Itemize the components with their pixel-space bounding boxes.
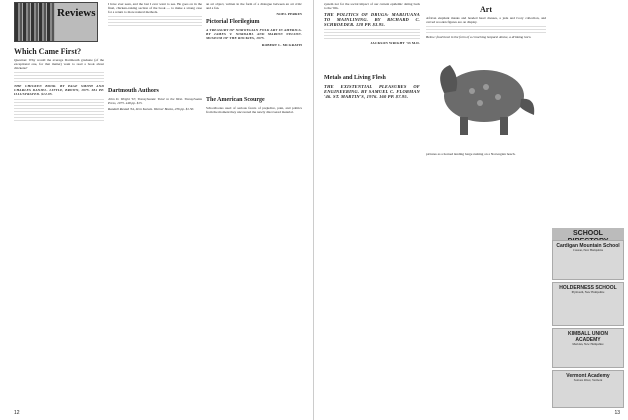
authors-heading: Dartmouth Authors bbox=[108, 88, 159, 95]
school-name: KIMBALL UNION ACADEMY bbox=[568, 331, 608, 343]
signature: NOEL PERRIN bbox=[276, 12, 302, 17]
school-ad bbox=[552, 328, 624, 368]
school-place: Canaan, New Hampshire bbox=[572, 248, 604, 252]
left-column-2 bbox=[108, 2, 202, 114]
signature: JACKSON WRIGHT '33 M.D. bbox=[370, 41, 420, 46]
school-name: Vermont Academy bbox=[566, 373, 610, 379]
review-heading: The American Scourge bbox=[206, 96, 265, 103]
school-ad bbox=[552, 370, 624, 408]
school-ad bbox=[552, 282, 624, 326]
review-body: I have ever seen, and the last I ever want to see. He goes on in the final, chicken-raising section of the book — to make a strong case for a return to more natural methods. bbox=[108, 2, 202, 15]
art-caption: Below: food bowl in the form of a crouching leopard. Above, a drinking horn. bbox=[426, 35, 532, 40]
book-title: THE POLITICS OF DRUGS: MARIJUANA TO MAINLINING. BY RICHARD C. SCHROEDER. 128 PP. $3.95. bbox=[324, 12, 420, 28]
left-column-1 bbox=[14, 44, 104, 123]
bookshelf-image bbox=[15, 3, 55, 41]
book-title: A TREASURY OF NORWEGIAN FOLK ART IN AMERICA. BY JAMES V. NORDAHL AND MARION NELSON. MUSEUM OF THE ROCKIES, 1975. bbox=[206, 28, 302, 41]
school-name: HOLDERNESS SCHOOL bbox=[559, 285, 617, 291]
author-item: John D. Wright '67, Transylvania: Tutor to the West. Transylvania Press, 1975. 448 pp. $15. bbox=[108, 97, 202, 106]
review-body: system not for the social impact of our current epidemic dating back to the '60s. bbox=[324, 2, 420, 11]
right-column-1 bbox=[324, 2, 420, 101]
school-name: Cardigan Mountain School bbox=[556, 243, 620, 249]
school-place: Saxtons River, Vermont bbox=[573, 378, 603, 382]
review-heading: Which Came First? bbox=[14, 47, 82, 56]
review-body: Schoolbooks used of serious facets of prejudice, pain, and politics from the moment they uncovered the newly discovered material. bbox=[206, 105, 302, 114]
page-number: 12 bbox=[14, 410, 20, 416]
art-text: African elephant masks and beaded head dresses, a jade and ivory collection, and carved wooden figures are on display. bbox=[426, 16, 546, 25]
signature: ROBERT L. MCGRATH bbox=[261, 42, 302, 47]
review-intro: Question: Why would the average Dartmouth graduate (of the exceptional one, for that matter) want to read a book about chickens? bbox=[14, 58, 104, 71]
right-page bbox=[314, 0, 628, 420]
author-item: Randall Rustad '64, Zero Karats. Warner Books, 236 pp. $1.50. bbox=[108, 107, 195, 112]
school-place: Plymouth, New Hampshire bbox=[571, 290, 605, 294]
leopard-bowl-image bbox=[426, 41, 544, 151]
reviews-banner bbox=[14, 2, 98, 42]
left-column-3 bbox=[206, 2, 302, 116]
art-text: pictures as a horned landing barge rushing on a Norwegian beach. bbox=[426, 152, 516, 157]
school-directory-title: SCHOOL bbox=[552, 228, 624, 248]
section-title: Reviews bbox=[57, 7, 96, 19]
page-number: 13 bbox=[614, 410, 620, 416]
review-heading: Pictorial Florilegium bbox=[206, 19, 260, 26]
school-place: Meriden, New Hampshire bbox=[572, 342, 604, 346]
right-column-2 bbox=[426, 2, 546, 158]
book-title: THE EXISTENTIAL PLEASURES OF ENGINEERING. BY SAMUEL C. FLORMAN '46. ST. MARTIN'S, 1976. 160 PP. $7.95. bbox=[324, 84, 420, 100]
book-title: THE CHICKEN BOOK. BY PAGE SMITH AND CHARLES DANIEL. LITTLE, BROWN, 1975. 384 PP. ILLUSTRATED. $12.95. bbox=[14, 84, 104, 97]
school-ad bbox=[552, 240, 624, 280]
review-body: an art object, written in the form of a dialogue between an art critic and a fan. bbox=[206, 2, 302, 11]
art-heading: Art bbox=[480, 5, 492, 14]
review-heading: Metals and Living Flesh bbox=[324, 75, 386, 82]
